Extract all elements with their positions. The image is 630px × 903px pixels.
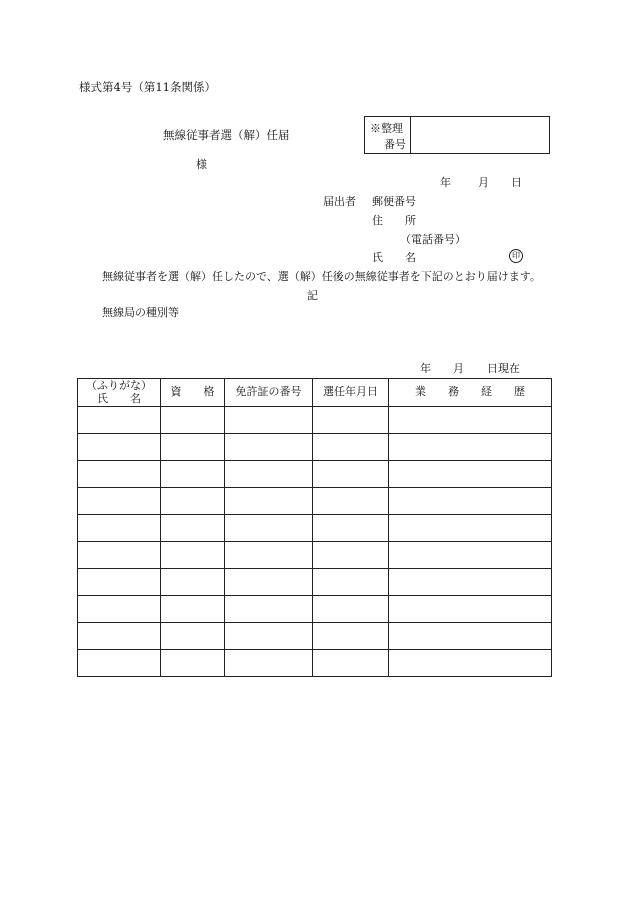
cell-qualification[interactable] xyxy=(161,623,225,650)
statement-text: 無線従事者を選（解）任したので、選（解）任後の無線従事者を下記のとおり届けます。 xyxy=(102,270,541,283)
cell-qualification[interactable] xyxy=(161,488,225,515)
cell-qualification[interactable] xyxy=(161,569,225,596)
cell-license-number[interactable] xyxy=(225,623,313,650)
date-month: 月 xyxy=(478,176,489,189)
header-career: 業 務 経 歴 xyxy=(389,379,552,407)
header-qualification: 資 格 xyxy=(161,379,225,407)
table-row xyxy=(78,434,552,461)
cell-name[interactable] xyxy=(78,434,161,461)
date-year: 年 xyxy=(440,176,451,189)
cell-career[interactable] xyxy=(389,488,552,515)
cell-name[interactable] xyxy=(78,623,161,650)
cell-appointment-date[interactable] xyxy=(313,623,389,650)
cell-qualification[interactable] xyxy=(161,596,225,623)
form-title: 無線従事者選（解）任届 xyxy=(163,128,290,142)
header-license-number: 免許証の番号 xyxy=(225,379,313,407)
cell-qualification[interactable] xyxy=(161,407,225,434)
seiri-number-field[interactable] xyxy=(411,117,549,153)
table-row xyxy=(78,569,552,596)
addressee-suffix: 様 xyxy=(196,158,207,171)
seiri-number-label xyxy=(365,117,411,153)
cell-career[interactable] xyxy=(389,461,552,488)
cell-license-number[interactable] xyxy=(225,569,313,596)
applicant-label: 届出者 xyxy=(323,195,356,208)
form-number: 様式第4号（第11条関係） xyxy=(79,80,216,94)
table-row xyxy=(78,596,552,623)
cell-name[interactable] xyxy=(78,650,161,677)
cell-appointment-date[interactable] xyxy=(313,488,389,515)
cell-appointment-date[interactable] xyxy=(313,650,389,677)
header-appointment-date: 選任年月日 xyxy=(313,379,389,407)
cell-appointment-date[interactable] xyxy=(313,569,389,596)
cell-qualification[interactable] xyxy=(161,515,225,542)
ki-heading: 記 xyxy=(307,289,318,302)
name-label-1: 氏 xyxy=(372,251,383,264)
cell-license-number[interactable] xyxy=(225,596,313,623)
cell-license-number[interactable] xyxy=(225,650,313,677)
address-label-1: 住 xyxy=(372,214,383,227)
cell-license-number[interactable] xyxy=(225,407,313,434)
cell-career[interactable] xyxy=(389,434,552,461)
header-name-text: 氏 名 xyxy=(97,391,141,405)
cell-name[interactable] xyxy=(78,461,161,488)
cell-name[interactable] xyxy=(78,569,161,596)
table-row xyxy=(78,488,552,515)
seiri-label-line1: ※整理 xyxy=(370,122,403,135)
cell-name[interactable] xyxy=(78,488,161,515)
cell-name[interactable] xyxy=(78,515,161,542)
cell-license-number[interactable] xyxy=(225,488,313,515)
seiri-label-line2: 番号 xyxy=(384,138,406,151)
cell-career[interactable] xyxy=(389,542,552,569)
table-row xyxy=(78,650,552,677)
seiri-number-box xyxy=(364,116,550,154)
cell-appointment-date[interactable] xyxy=(313,515,389,542)
cell-career[interactable] xyxy=(389,623,552,650)
station-type-label: 無線局の種別等 xyxy=(102,306,179,319)
seal-mark: 印 xyxy=(509,249,523,263)
date-day: 日 xyxy=(511,176,522,189)
name-label-2: 名 xyxy=(405,251,416,264)
cell-appointment-date[interactable] xyxy=(313,407,389,434)
cell-license-number[interactable] xyxy=(225,461,313,488)
staff-table xyxy=(77,378,552,677)
table-header-row xyxy=(78,379,552,407)
header-name xyxy=(78,379,161,407)
asof-month: 月 xyxy=(453,362,464,375)
cell-qualification[interactable] xyxy=(161,461,225,488)
cell-qualification[interactable] xyxy=(161,434,225,461)
address-label-2: 所 xyxy=(405,214,416,227)
postal-code-label: 郵便番号 xyxy=(372,195,416,208)
asof-day: 日現在 xyxy=(487,362,520,375)
cell-name[interactable] xyxy=(78,407,161,434)
table-row xyxy=(78,515,552,542)
table-row xyxy=(78,542,552,569)
cell-career[interactable] xyxy=(389,407,552,434)
cell-appointment-date[interactable] xyxy=(313,461,389,488)
cell-career[interactable] xyxy=(389,515,552,542)
cell-appointment-date[interactable] xyxy=(313,434,389,461)
cell-name[interactable] xyxy=(78,542,161,569)
cell-appointment-date[interactable] xyxy=(313,542,389,569)
table-row xyxy=(78,407,552,434)
cell-name[interactable] xyxy=(78,596,161,623)
cell-license-number[interactable] xyxy=(225,515,313,542)
cell-career[interactable] xyxy=(389,596,552,623)
asof-year: 年 xyxy=(420,362,431,375)
cell-license-number[interactable] xyxy=(225,542,313,569)
cell-qualification[interactable] xyxy=(161,542,225,569)
table-row xyxy=(78,461,552,488)
cell-license-number[interactable] xyxy=(225,434,313,461)
cell-qualification[interactable] xyxy=(161,650,225,677)
cell-career[interactable] xyxy=(389,569,552,596)
cell-career[interactable] xyxy=(389,650,552,677)
cell-appointment-date[interactable] xyxy=(313,596,389,623)
table-row xyxy=(78,623,552,650)
header-name-kana: （ふりがな） xyxy=(86,379,152,393)
phone-label: （電話番号） xyxy=(400,233,466,246)
